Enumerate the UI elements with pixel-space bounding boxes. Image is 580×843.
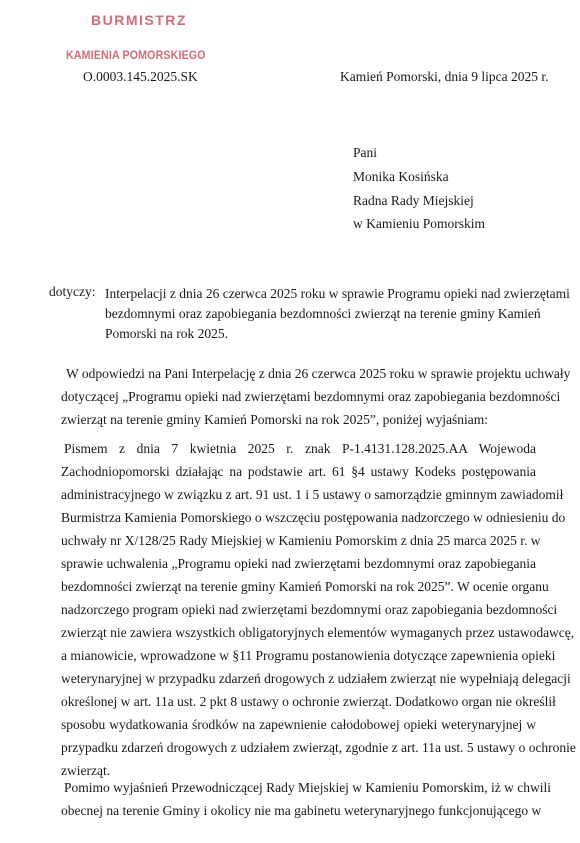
addressee-line: Monika Kosińska [353, 169, 449, 184]
paragraph-line: bezdomności zwierząt na terenie gminy Kamień Pomorski na rok 2025”. W ocenie organu [61, 579, 549, 594]
subject-label: dotyczy: [49, 284, 96, 299]
place-date: Kamień Pomorski, dnia 9 lipca 2025 r. [340, 69, 549, 84]
paragraph-supervision [61, 437, 576, 782]
stamp-title: BURMISTRZ [91, 12, 187, 28]
subject-line: Interpelacji z dnia 26 czerwca 2025 roku w sprawie Programu opieki nad zwierzętami [105, 286, 570, 301]
paragraph-line: Burmistrza Kamienia Pomorskiego o wszczęciu postępowania nadzorczego w odniesieniu do [61, 510, 566, 525]
paragraph-line: Zachodniopomorski działając na podstawie art. 61 §4 ustawy Kodeks postępowania [61, 464, 536, 479]
paragraph-line: nadzorczego program opieki nad zwierzętami bezdomnymi oraz zapobiegania bezdomności [61, 602, 558, 617]
paragraph-intro [61, 362, 571, 431]
paragraph-explanations [61, 776, 552, 822]
subject-line: Pomorski na rok 2025. [105, 326, 228, 341]
paragraph-line: zwierząt na terenie gminy Kamień Pomorski na rok 2025”, poniżej wyjaśniam: [61, 412, 489, 427]
paragraph-line: Pomimo wyjaśnień Przewodniczącej Rady Miejskiej w Kamieniu Pomorskim, iż w chwili [64, 780, 552, 795]
paragraph-line: W odpowiedzi na Pani Interpelację z dnia 26 czerwca 2025 roku w sprawie projektu uchwały [66, 366, 571, 381]
paragraph-line: sprawie uchwalenia „Programu opieki nad zwierzętami bezdomnymi oraz zapobiegania [61, 556, 536, 571]
addressee-line: Radna Rady Miejskiej [353, 193, 474, 208]
stamp-subtitle: KAMIENIA POMORSKIEGO [66, 50, 206, 62]
paragraph-line: Pismem z dnia 7 kwietnia 2025 r. znak P-1.4131.128.2025.AA Wojewoda [64, 441, 536, 456]
paragraph-line: zwierząt. [61, 763, 111, 778]
addressee-line: w Kamieniu Pomorskim [353, 216, 485, 231]
paragraph-line: administracyjnego w związku z art. 91 ust. 1 i 5 ustawy o samorządzie gminnym zawiadomił [61, 487, 564, 502]
subject-text [105, 284, 570, 344]
addressee-line: Pani [353, 145, 378, 160]
reference-number: O.0003.145.2025.SK [83, 69, 198, 84]
paragraph-line: sposobu wydatkowania środków na zapewnienie całodobowej opieki weterynaryjnej w [61, 717, 536, 732]
subject-line: bezdomnymi oraz zapobiegania bezdomności zwierząt na terenie gminy Kamień [105, 306, 541, 321]
paragraph-line: uchwały nr X/128/25 Rady Miejskiej w Kamieniu Pomorskim z dnia 25 marca 2025 r. w [61, 533, 541, 548]
paragraph-line: obecnej na terenie Gminy i okolicy nie ma gabinetu weterynaryjnego funkcjonującego w [61, 803, 542, 818]
paragraph-line: określonej w art. 11a ust. 2 pkt 8 ustawy o ochronie zwierząt. Dodatkowo organ nie określił [61, 694, 556, 709]
paragraph-line: zwierząt nie zawiera wszystkich obligatoryjnych elementów wymaganych przez ustawodawcę, [61, 625, 575, 640]
paragraph-line: weterynaryjnej w przypadku zdarzeń drogowych z udziałem zwierząt nie wypełniają delegacji [61, 671, 571, 686]
paragraph-line: przypadku zdarzeń drogowych z udziałem zwierząt, zgodnie z art. 11a ust. 5 ustawy o ochronie [61, 740, 576, 755]
paragraph-line: dotyczącej „Programu opieki nad zwierzętami bezdomnymi oraz zapobiegania bezdomności [61, 389, 561, 404]
paragraph-line: a mianowicie, wprowadzone w §11 Programu postanowienia dotyczące zapewnienia opieki [61, 648, 556, 663]
